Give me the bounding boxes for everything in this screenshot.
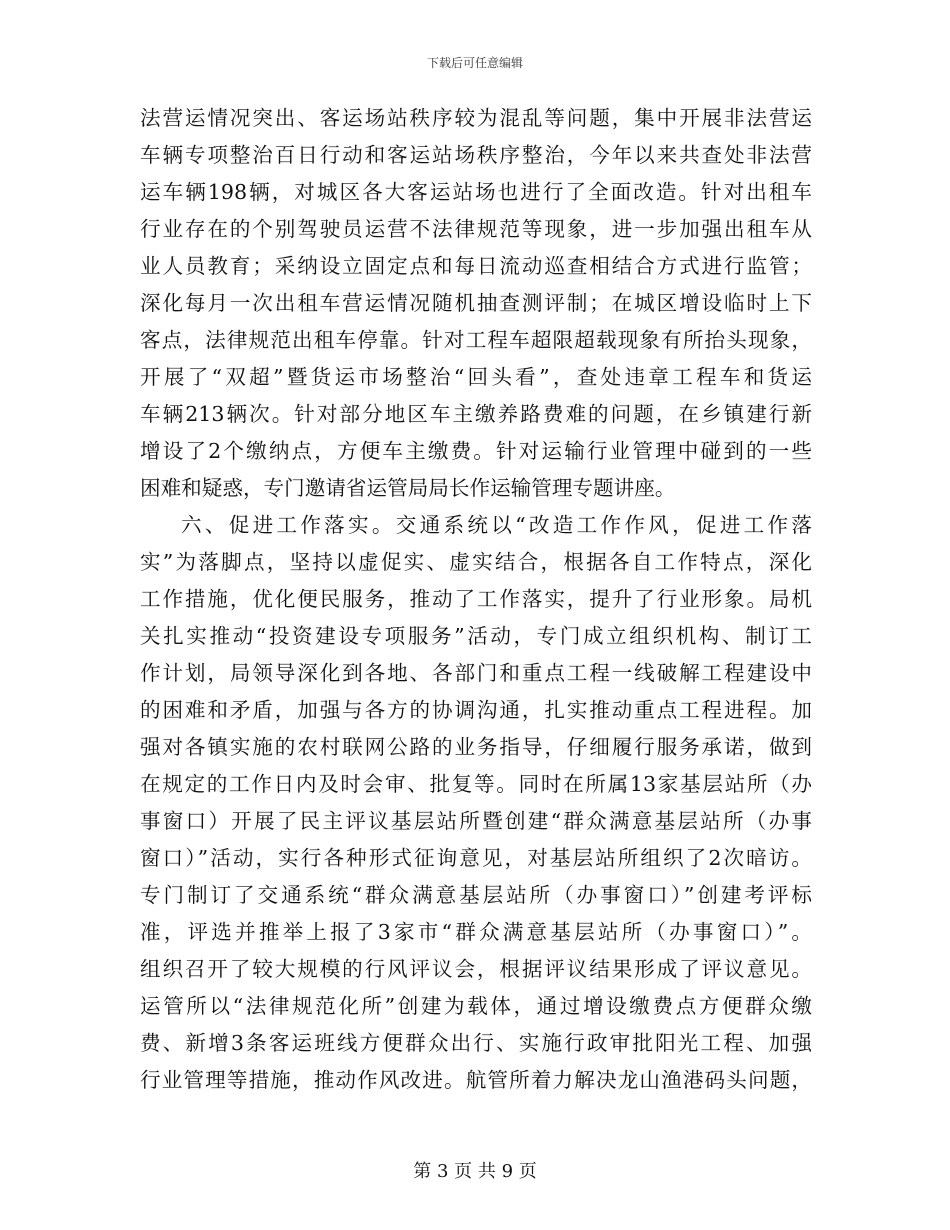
text-line: 业人员教育；采纳设立固定点和每日流动巡查相结合方式进行监管；: [140, 254, 812, 278]
page-footer: 第 3 页 共 9 页: [413, 1161, 537, 1182]
text-line: 车辆专项整治百日行动和客运站场秩序整治，今年以来共查处非法营: [140, 143, 812, 167]
text-line: 实”为落脚点，坚持以虚促实、虚实结合，根据各自工作特点，深化: [140, 550, 812, 574]
text-line: 组织召开了较大规模的行风评议会，根据评议结果形成了评议意见。: [140, 957, 812, 981]
paragraph-1: [140, 100, 812, 507]
text-line: 车辆213辆次。针对部分地区车主缴养路费难的问题，在乡镇建行新: [140, 402, 812, 426]
document-body: [140, 100, 812, 1099]
text-line: 关扎实推动“投资建设专项服务”活动，专门成立组织机构、制订工: [140, 624, 812, 648]
page-header: 下载后可任意编辑: [426, 56, 523, 70]
text-line: 增设了2个缴纳点，方便车主缴费。针对运输行业管理中碰到的一些: [140, 439, 812, 463]
text-line: 准，评选并推举上报了3家市“群众满意基层站所（办事窗口）”。: [140, 920, 812, 944]
text-line: 在规定的工作日内及时会审、批复等。同时在所属13家基层站所（办: [140, 772, 812, 796]
text-line: 的困难和矛盾，加强与各方的协调沟通，扎实推动重点工程进程。加: [140, 698, 812, 722]
text-line: 窗口）”活动，实行各种形式征询意见，对基层站所组织了2次暗访。: [140, 846, 812, 870]
text-line: 事窗口）开展了民主评议基层站所暨创建“群众满意基层站所（办事: [140, 809, 812, 833]
text-line: 工作措施，优化便民服务，推动了工作落实，提升了行业形象。局机: [140, 587, 812, 611]
text-line: 行业管理等措施，推动作风改进。航管所着力解决龙山渔港码头问题，: [140, 1068, 812, 1092]
text-line: 强对各镇实施的农村联网公路的业务指导，仔细履行服务承诺，做到: [140, 735, 812, 759]
text-line: 运管所以“法律规范化所”创建为载体，通过增设缴费点方便群众缴: [140, 994, 812, 1018]
text-line: 法营运情况突出、客运场站秩序较为混乱等问题，集中开展非法营运: [140, 106, 812, 130]
text-line: 深化每月一次出租车营运情况随机抽查测评制；在城区增设临时上下: [140, 291, 812, 315]
text-line: 运车辆198辆，对城区各大客运站场也进行了全面改造。针对出租车: [140, 180, 812, 204]
paragraph-2: [140, 507, 812, 1099]
text-line: 开展了“双超”暨货运市场整治“回头看”，查处违章工程车和货运: [140, 365, 812, 389]
text-line: 困难和疑惑，专门邀请省运管局局长作运输管理专题讲座。: [140, 476, 676, 500]
text-line: 专门制订了交通系统“群众满意基层站所（办事窗口）”创建考评标: [140, 883, 812, 907]
text-line: 行业存在的个别驾驶员运营不法律规范等现象，进一步加强出租车从: [140, 217, 812, 241]
text-line: 客点，法律规范出租车停靠。针对工程车超限超载现象有所抬头现象，: [140, 328, 812, 352]
text-line: 费、新增3条客运班线方便群众出行、实施行政审批阳光工程、加强: [140, 1031, 812, 1055]
text-line: 作计划，局领导深化到各地、各部门和重点工程一线破解工程建设中: [140, 661, 812, 685]
text-line: 六、促进工作落实。交通系统以“改造工作作风，促进工作落: [181, 513, 812, 537]
